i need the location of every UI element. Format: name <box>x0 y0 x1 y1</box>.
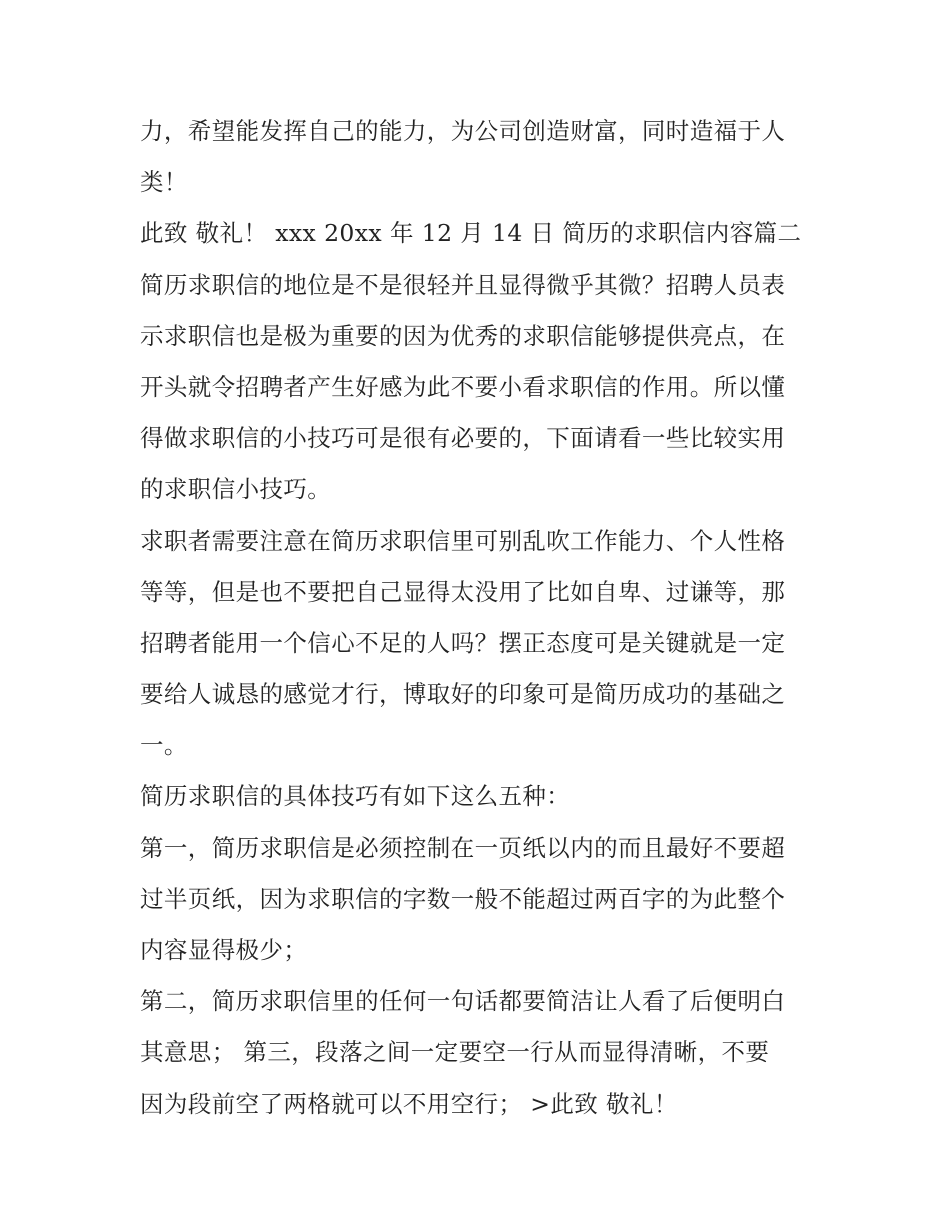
text-line: 等等，但是也不要把自己显得太没用了比如自卑、过谦等，那 <box>140 577 786 606</box>
text-line: 因为段前空了两格就可以不用空行； >此致 敬礼！ <box>140 1089 678 1118</box>
text-line: 求职者需要注意在简历求职信里可别乱吹工作能力、个人性格 <box>140 526 786 555</box>
paragraph-closing-wish <box>140 106 820 208</box>
text-line: 得做求职信的小技巧可是很有必要的，下面请看一些比较实用 <box>140 424 786 453</box>
text-line: 类！ <box>140 168 188 197</box>
paragraph-tip-two-three <box>140 976 820 1130</box>
paragraph-tip-one <box>140 823 820 977</box>
text-line: 一。 <box>140 731 188 760</box>
text-line: 内容显得极少； <box>140 936 308 964</box>
text-line: 开头就令招聘者产生好感为此不要小看求职信的作用。所以懂 <box>140 372 786 401</box>
text-line: 力，希望能发挥自己的能力，为公司创造财富，同时造福于人 <box>140 117 786 145</box>
text-line: 简历求职信的地位是不是很轻并且显得微乎其微？招聘人员表 <box>140 270 786 299</box>
text-line: 第二，简历求职信里的任何一句话都要简洁让人看了后便明白 <box>140 987 786 1016</box>
text-line: 招聘者能用一个信心不足的人吗？摆正态度可是关键就是一定 <box>140 628 786 657</box>
paragraph-attitude <box>140 516 820 772</box>
paragraph-tips-heading <box>140 771 820 822</box>
text-line: 此致 敬礼！ xxx 20xx 年 12 月 14 日 简历的求职信内容篇二 <box>140 219 802 248</box>
paragraph-salutation-date-heading <box>140 208 820 259</box>
text-line: 要给人诚恳的感觉才行，博取好的印象可是简历成功的基础之 <box>140 680 786 709</box>
text-line: 简历求职信的具体技巧有如下这么五种： <box>140 782 571 811</box>
paragraph-intro <box>140 260 820 516</box>
text-line: 示求职信也是极为重要的因为优秀的求职信能够提供亮点，在 <box>140 321 786 350</box>
text-line: 第一，简历求职信是必须控制在一页纸以内的而且最好不要超 <box>140 833 786 862</box>
text-line: 的求职信小技巧。 <box>140 475 332 504</box>
text-line: 其意思； 第三，段落之间一定要空一行从而显得清晰，不要 <box>140 1038 770 1067</box>
text-line: 过半页纸，因为求职信的字数一般不能超过两百字的为此整个 <box>140 884 786 913</box>
document-body <box>140 106 820 1130</box>
